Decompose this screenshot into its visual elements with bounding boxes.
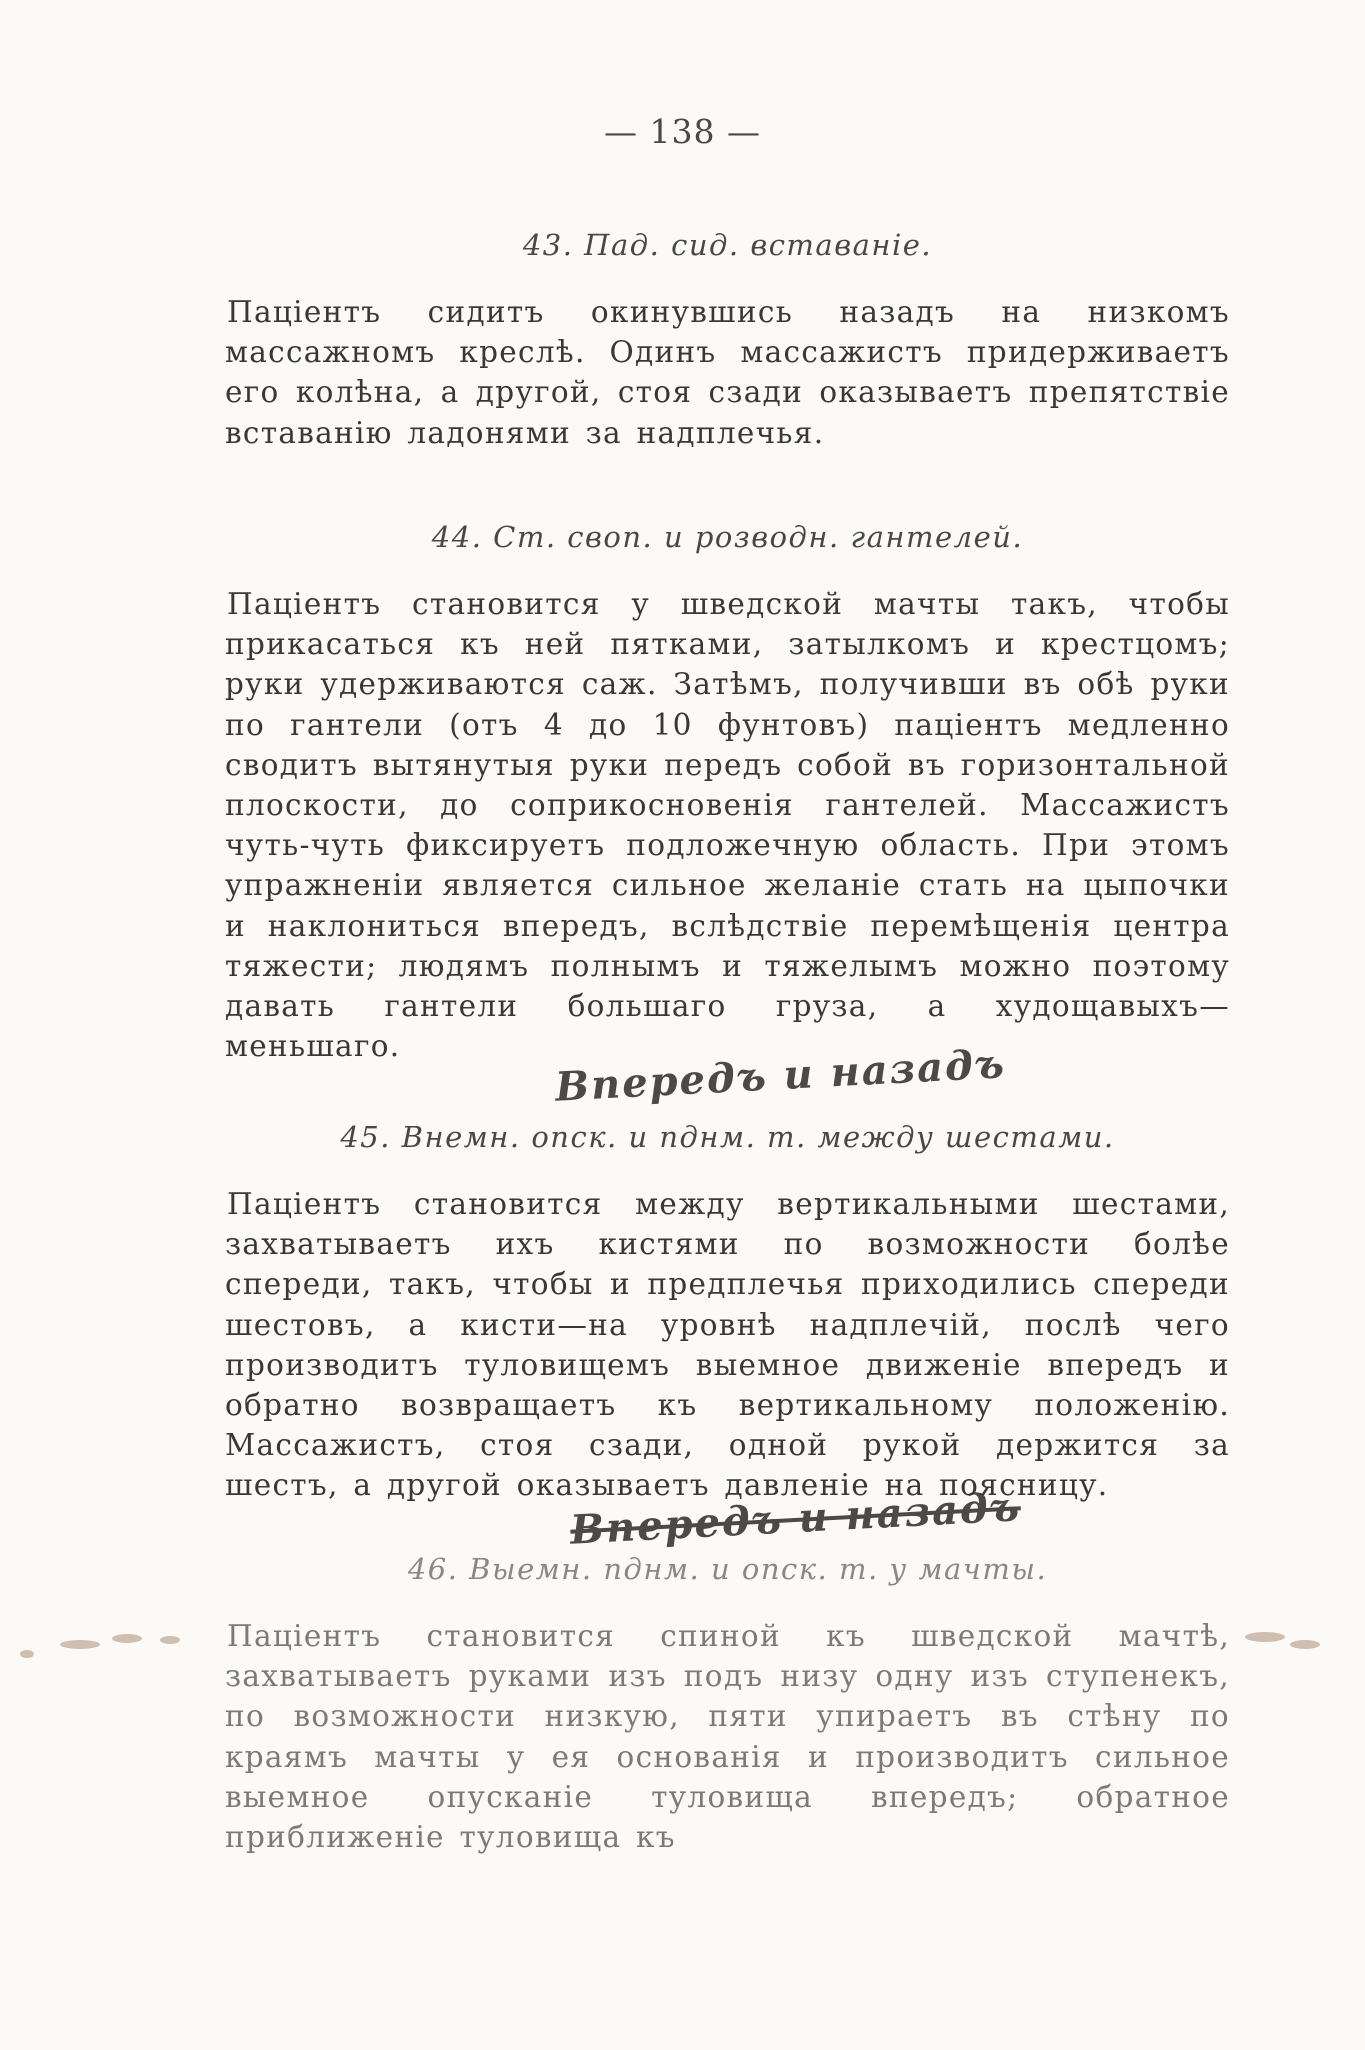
ink-smudge (160, 1636, 180, 1644)
section-paragraph: Паціентъ становится спиной къ шведской мачтѣ, захватываетъ руками изъ подъ низу одну изъ ступенекъ, по возможности низкую, пяти упираетъ въ стѣну по краямъ мачты у ея основанія и производитъ сильное выемное опусканіе туловища впередъ; обратное приближеніе туловища къ (225, 1619, 1230, 1855)
section-paragraph: Паціентъ становится у шведской мачты такъ, чтобы прикасаться къ ней пятками, затылкомъ и крестцомъ; руки удерживаются саж. Затѣмъ, получивши въ обѣ руки по гантели (отъ 4 до 10 фунтовъ) паціентъ медленно сводитъ вытянутыя руки передъ собой въ горизонтальной плоскости, до соприкосновенія гантелей. Массажистъ чуть-чуть фиксируетъ подложечную область. При этомъ упражненіи является сильное желаніе стать на цыпочки и наклониться впередъ, вслѣдствіе перемѣщенія центра тяжести; людямъ полнымъ и тяжелымъ можно поэтому давать гантели большаго груза, а худощавыхъ—меньшаго. (225, 587, 1230, 1064)
handwritten-annotation-struck: Впередъ и назадъ (569, 1483, 1022, 1554)
section-paragraph: Паціентъ сидитъ окинувшись назадъ на низкомъ массажномъ креслѣ. Одинъ массажистъ придерживаетъ его колѣна, а другой, стоя сзади оказываетъ препятствіе вставанію ладонями за надплечья. (225, 295, 1230, 450)
section-44 (225, 520, 1230, 1066)
ink-smudge (20, 1650, 34, 1658)
section-43 (225, 228, 1230, 453)
section-heading: 44. Ст. своп. и розводн. гантелей. (431, 520, 1024, 554)
ink-smudge (60, 1640, 100, 1649)
ink-smudge (1245, 1632, 1285, 1642)
section-heading: 46. Выемн. пднм. и опск. т. у мачты. (407, 1552, 1048, 1586)
section-46 (225, 1552, 1230, 1857)
section-paragraph: Паціентъ становится между вертикальными шестами, захватываетъ ихъ кистями по возможности болѣе спереди, такъ, чтобы и предплечья приходились спереди шестовъ, а кисти—на уровнѣ надплечій, послѣ чего производитъ туловищемъ выемное движеніе впередъ и обратно возвращаетъ къ вертикальному положенію. Массажистъ, стоя сзади, одной рукой держится за шестъ, а другой оказываетъ давленіе на поясницу. (225, 1187, 1230, 1503)
section-45 (225, 1120, 1230, 1506)
section-heading: 45. Внемн. опск. и пднм. т. между шестами. (340, 1120, 1115, 1154)
handwritten-annotation: Впередъ и назадъ (554, 1040, 1007, 1111)
ink-smudge (1290, 1640, 1320, 1649)
page-number: — 138 — (604, 112, 761, 151)
section-heading: 43. Пад. сид. вставаніе. (522, 228, 933, 262)
ink-smudge (112, 1634, 142, 1643)
